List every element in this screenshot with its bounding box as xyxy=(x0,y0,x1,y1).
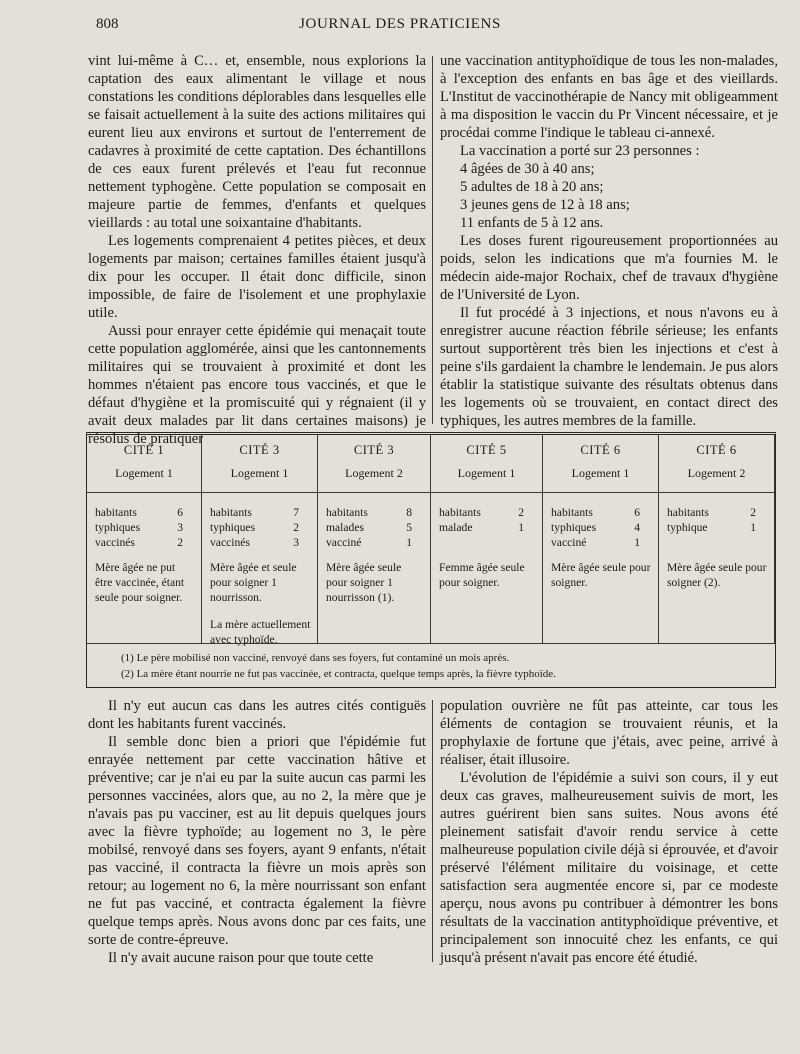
table-note: Femme âgée seule pour soigner. xyxy=(439,561,525,589)
stat-row xyxy=(210,535,311,550)
table-column xyxy=(543,435,659,643)
table-note-secondary: La mère actuellement avec typhoïde. xyxy=(210,618,311,646)
list-item: 11 enfants de 5 à 12 ans. xyxy=(460,215,604,231)
column-header xyxy=(431,435,542,493)
footnote: (1) Le père mobilisé non vacciné, renvoyé dans ses foyers, fut contaminé un mois après. xyxy=(121,652,510,664)
column-body xyxy=(543,493,658,590)
stat-label: typhiques xyxy=(95,521,141,534)
stat-value: 2 xyxy=(518,506,524,519)
logement-label: Logement 1 xyxy=(457,466,516,480)
stat-row xyxy=(439,505,536,520)
statistics-table xyxy=(86,432,776,688)
table-column xyxy=(318,435,431,643)
column-header xyxy=(318,435,430,493)
paragraph: Les logements comprenaient 4 petites pièces, et deux logements par maison; certaines familles étaient jusqu'à dix pour les occuper. Il était donc difficile, sinon impossible, de faire de l'isolement et une prophylaxie utile. xyxy=(88,233,426,321)
column-header xyxy=(543,435,658,493)
paragraph: Il semble donc bien a priori que l'épidémie fut enrayée nettement par cette vaccination hâtive et préventive; car je n'ai eu par la suite aucun cas parmi les personnes vaccinées, alors que, au no 2, la mère que je n'avais pas pu vacciner, est au lit depuis quelques jours avec la fièvre typhoïde; au logement no 3, le père mobilsé, renvoyé dans ses foyers, ayant 9 enfants, n'était pas vacciné, il contracta la fièvre un mois après son retour; au logement no 6, la mère nourrissant son enfant ne fut pas vacciné, et contracta également la fièvre quelque temps après. Nous avons donc par ces faits, une sorte de contre-épreuve. xyxy=(88,734,426,948)
table-column xyxy=(202,435,318,646)
logement-label: Logement 1 xyxy=(571,466,630,480)
page-header xyxy=(0,14,800,38)
column-body xyxy=(87,493,201,605)
stat-label: vaccinés xyxy=(95,536,135,549)
cite-label: CITÉ 3 xyxy=(239,443,280,457)
stat-label: typhiques xyxy=(210,521,256,534)
stat-value: 3 xyxy=(293,536,299,549)
bottom-left-column xyxy=(88,697,426,967)
cite-label: CITÉ 3 xyxy=(353,443,395,457)
stat-row xyxy=(667,520,768,535)
paragraph: Il n'y eut aucun cas dans les autres cités contiguës dont les habitants furent vaccinés. xyxy=(88,698,426,732)
paragraph: Il fut procédé à 3 injections, et nous n'avons eu à enregistrer aucune réaction fébrile sérieuse; les enfants surtout supportèrent très bien les injections et c'est à peine s'ils gardaient la chambre le lendemain. Je pus alors établir la statistique suivante des résultats obtenus dans les logements où se trouvaient, en contact direct des typhiques, les autres membres de la famille. xyxy=(440,305,778,429)
table-column xyxy=(87,435,202,643)
paragraph: L'évolution de l'épidémie a suivi son cours, il y eut deux cas graves, malheureusement suivis de mort, les autres guérirent bien sans suites. Nous avons été pleinement satisfait d'avoir rendu service à cette malheureuse population civile déjà si éprouvée, et d'avoir préservé l'élément militaire du voisinage, et cette satisfaction sera augmentée encore si, par ce modeste aperçu, nous avons pu contribuer à démontrer les bons résultats de la vaccination antityphoïdique préventive, et principalement son innocuité chez les enfants, ce qui jusqu'à présent n'avait pas encore été étudié. xyxy=(440,770,778,966)
column-header xyxy=(659,435,774,493)
paragraph: Aussi pour enrayer cette épidémie qui menaçait toute cette population agglomérée, ainsi que les cantonnements militaires qui se trouvaient à proximité et dont les hommes n'étaient pas encore tous vaccinés, et que le défaut d'hygiène et la promiscuité qui y régnaient (il y avait deux malades par lit dans certaines maisons) je résolus de pratiquer xyxy=(88,323,426,447)
stat-label: habitants xyxy=(210,506,252,519)
paragraph: La vaccination a porté sur 23 personnes : xyxy=(460,143,700,159)
bottom-right-column xyxy=(440,697,778,967)
stat-row xyxy=(326,505,424,520)
stat-value: 8 xyxy=(406,506,412,519)
stat-row xyxy=(551,505,652,520)
column-divider xyxy=(432,700,433,962)
paragraph: population ouvrière ne fût pas atteinte, car tous les éléments de contagion se trouvaient réunis, et la prophylaxie de fortune que j'étais, avec peine, arrivé à réaliser, était illusoire. xyxy=(440,698,778,768)
stat-value: 1 xyxy=(406,536,412,549)
paragraph: Il n'y avait aucune raison pour que toute cette xyxy=(108,950,374,966)
stat-label: vaccinés xyxy=(210,536,250,549)
stat-row xyxy=(95,505,195,520)
top-left-column xyxy=(88,52,426,448)
table-note: Mère âgée ne put être vaccinée, étant seule pour soigner. xyxy=(95,561,185,604)
stat-row xyxy=(95,520,195,535)
stat-value: 2 xyxy=(750,506,756,519)
column-body xyxy=(318,493,430,605)
stat-row xyxy=(326,535,424,550)
cite-label: CITÉ 6 xyxy=(580,443,621,457)
table-column xyxy=(431,435,543,643)
stat-label: malade xyxy=(439,521,473,534)
list-item: 3 jeunes gens de 12 à 18 ans; xyxy=(460,197,630,213)
logement-label: Logement 2 xyxy=(687,466,746,480)
column-body xyxy=(431,493,542,590)
column-divider xyxy=(432,56,433,424)
stat-value: 4 xyxy=(634,521,640,534)
column-body xyxy=(202,493,317,647)
stat-row xyxy=(210,520,311,535)
cite-label: CITÉ 5 xyxy=(466,443,507,457)
list-item: 5 adultes de 18 à 20 ans; xyxy=(460,179,604,195)
stat-value: 6 xyxy=(634,506,640,519)
stat-value: 1 xyxy=(518,521,524,534)
stat-value: 1 xyxy=(750,521,756,534)
stat-value: 7 xyxy=(293,506,299,519)
stat-label: habitants xyxy=(95,506,137,519)
stat-label: typhique xyxy=(667,521,708,534)
column-body xyxy=(659,493,774,590)
stat-value: 1 xyxy=(634,536,640,549)
table-note: Mère âgée et seule pour soigner 1 nourrisson. xyxy=(210,561,297,604)
paragraph: Les doses furent rigoureusement proportionnées au poids, selon les indications que m'a fournies M. le médecin aide-major Rochaix, chef de travaux d'hygiène de l'Université de Lyon. xyxy=(440,233,778,303)
column-header xyxy=(202,435,317,493)
journal-title: JOURNAL DES PRATICIENS xyxy=(299,16,501,32)
stat-label: malades xyxy=(326,521,364,534)
table-column xyxy=(659,435,775,643)
stat-value: 5 xyxy=(406,521,412,534)
cite-label: CITÉ 1 xyxy=(123,443,165,457)
stat-label: habitants xyxy=(439,506,481,519)
stat-value: 2 xyxy=(293,521,299,534)
cite-label: CITÉ 6 xyxy=(696,443,737,457)
stat-value: 6 xyxy=(177,506,183,519)
table-note: Mère âgée seule pour soigner (2). xyxy=(667,561,767,589)
stat-row xyxy=(95,535,195,550)
stat-value: 2 xyxy=(177,536,183,549)
logement-label: Logement 2 xyxy=(345,466,403,480)
page-number: 808 xyxy=(96,16,119,32)
stat-row xyxy=(551,520,652,535)
stat-label: typhiques xyxy=(551,521,597,534)
stat-row xyxy=(667,505,768,520)
list-item: 4 âgées de 30 à 40 ans; xyxy=(460,161,595,177)
stat-label: habitants xyxy=(667,506,709,519)
stat-label: vacciné xyxy=(326,536,362,549)
table-note: Mère âgée seule pour soigner 1 nourrisson (1). xyxy=(326,561,402,604)
stat-label: habitants xyxy=(326,506,368,519)
table-note: Mère âgée seule pour soigner. xyxy=(551,561,651,589)
stat-row xyxy=(551,535,652,550)
stat-row xyxy=(210,505,311,520)
stat-label: habitants xyxy=(551,506,593,519)
logement-label: Logement 1 xyxy=(115,466,173,480)
footnote: (2) La mère étant nourrie ne fut pas vaccinée, et contracta, quelque temps après, la fièvre typhoïde. xyxy=(121,668,556,680)
table-footnotes xyxy=(87,643,775,687)
paragraph: une vaccination antityphoïdique de tous les non-malades, à l'exception des enfants en bas âge et des vieillards. L'Institut de vaccinothérapie de Nancy mit obligeamment à ma disposition le vaccin du Pr Vincent nécessaire, et je procédai comme l'indique le tableau ci-annexé. xyxy=(440,53,778,141)
stat-row xyxy=(326,520,424,535)
paragraph: vint lui-même à C… et, ensemble, nous explorions la captation des eaux alimentant le village et nous constations les conditions déplorables dans lesquelles elle se faisait actuellement à la suite des actions militaires qui eurent lieu aux environs et surtout de l'enterrement de cadavres à proximité de cette captation. Des échantillons de ces eaux furent prélevés et l'eau fut reconnue nettement typhogène. Cette population se composait en majeure partie de femmes, d'enfants et quelques vieillards : au total une soixantaine d'habitants. xyxy=(88,53,426,231)
top-right-column xyxy=(440,52,778,430)
stat-row xyxy=(439,520,536,535)
stat-value: 3 xyxy=(177,521,183,534)
stat-label: vacciné xyxy=(551,536,587,549)
logement-label: Logement 1 xyxy=(230,466,289,480)
column-header xyxy=(87,435,201,493)
